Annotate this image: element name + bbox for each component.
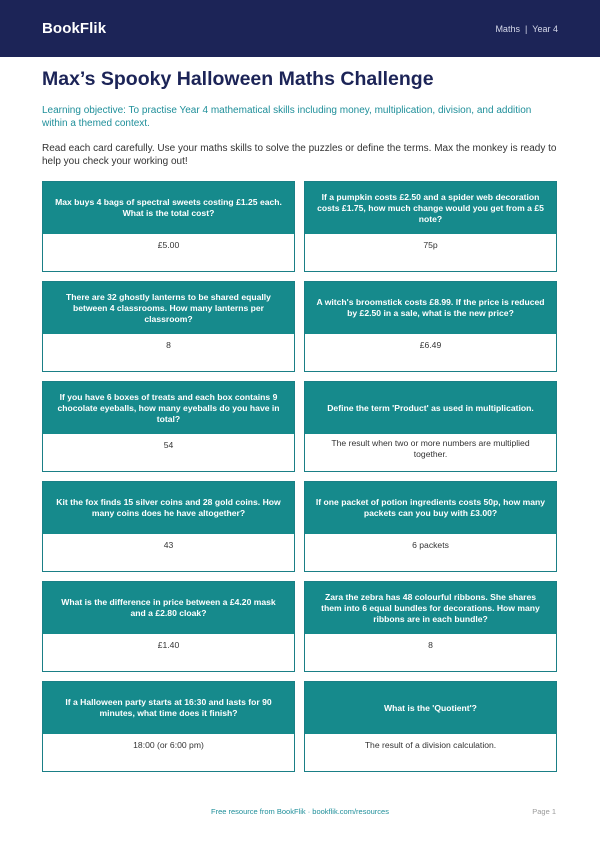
question-card [304,281,557,372]
card-answer: The result of a division calculation. [305,734,556,771]
card-question: If a Halloween party starts at 16:30 and lasts for 90 minutes, what time does it finish? [43,682,294,734]
learning-objective: Learning objective: To practise Year 4 mathematical skills including money, multiplication, division, and addition within a themed context. [42,105,532,129]
card-answer: 8 [43,334,294,371]
card-grid [42,181,557,772]
question-card [304,481,557,572]
question-card [42,181,295,272]
instructions: Read each card carefully. Use your maths skills to solve the puzzles or define the terms. Max the monkey is ready to help you check your working out! [42,143,557,167]
card-answer: 18:00 (or 6:00 pm) [43,734,294,771]
page-title: Max’s Spooky Halloween Maths Challenge [42,68,434,90]
card-question: There are 32 ghostly lanterns to be shared equally between 4 classrooms. How many lanterns per classroom? [43,282,294,334]
brand-logo[interactable]: BookFlik [42,20,107,37]
question-card [304,581,557,672]
card-question: Kit the fox finds 15 silver coins and 28 gold coins. How many coins does he have altogether? [43,482,294,534]
top-bar [0,0,600,57]
card-question: A witch's broomstick costs £8.99. If the price is reduced by £2.50 in a sale, what is the new price? [305,282,556,334]
card-answer: 75p [305,234,556,271]
card-answer: £1.40 [43,634,294,671]
question-card [304,681,557,772]
card-question: What is the difference in price between a £4.20 mask and a £2.80 cloak? [43,582,294,634]
card-answer: 8 [305,634,556,671]
card-question: What is the 'Quotient'? [305,682,556,734]
question-card [42,681,295,772]
breadcrumb [495,24,558,34]
question-card [42,381,295,472]
card-answer: 6 packets [305,534,556,571]
breadcrumb-separator: | [524,23,528,34]
card-answer: 43 [43,534,294,571]
question-card [42,481,295,572]
question-card [304,181,557,272]
card-question: Define the term 'Product' as used in multiplication. [305,382,556,434]
card-question: If a pumpkin costs £2.50 and a spider web decoration costs £1.75, how much change would you get from a £5 note? [305,182,556,234]
card-question: If you have 6 boxes of treats and each box contains 9 chocolate eyeballs, how many eyeballs do you have in total? [43,382,294,434]
question-card [42,581,295,672]
breadcrumb-subject[interactable]: Maths [495,23,520,34]
question-card [42,281,295,372]
card-answer: The result when two or more numbers are multiplied together. [305,434,556,471]
breadcrumb-year[interactable]: Year 4 [532,23,558,34]
footer-credit[interactable]: Free resource from BookFlik · bookflik.com/resources [211,807,389,816]
card-answer: 54 [43,434,294,471]
page-number: Page 1 [532,807,556,816]
question-card [304,381,557,472]
card-answer: £5.00 [43,234,294,271]
card-question: Zara the zebra has 48 colourful ribbons. She shares them into 6 equal bundles for decorations. How many ribbons are in each bundle? [305,582,556,634]
card-question: Max buys 4 bags of spectral sweets costing £1.25 each. What is the total cost? [43,182,294,234]
card-question: If one packet of potion ingredients costs 50p, how many packets can you buy with £3.00? [305,482,556,534]
card-answer: £6.49 [305,334,556,371]
